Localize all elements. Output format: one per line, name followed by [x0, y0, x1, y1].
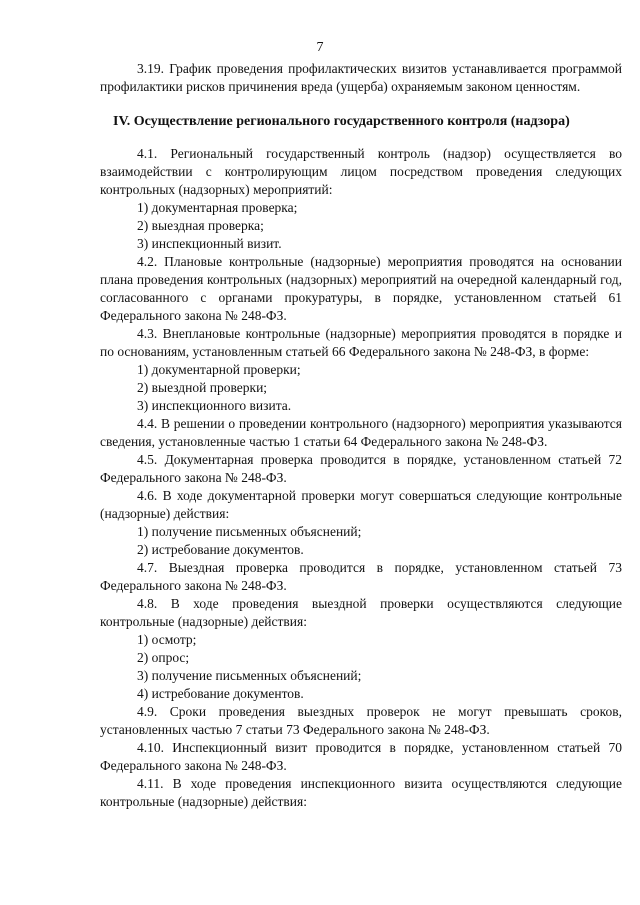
- section-heading: IV. Осуществление регионального государственного контроля (надзора): [113, 114, 570, 129]
- paragraph: 4.8. В ходе проведения выездной проверки осуществляются следующие контрольные (надзорные) действия:: [100, 596, 622, 629]
- paragraph: 4.6. В ходе документарной проверки могут совершаться следующие контрольные (надзорные) действия:: [100, 488, 622, 521]
- document-body: [100, 60, 622, 811]
- paragraph: 4.3. Внеплановые контрольные (надзорные) мероприятия проводятся в порядке и по основаниям, установленным статьей 66 Федерального закона № 248-ФЗ, в форме:: [100, 326, 622, 359]
- list-item: 1) осмотр;: [137, 632, 197, 647]
- paragraph: 4.9. Сроки проведения выездных проверок не могут превышать сроков, установленных частью 7 статьи 73 Федерального закона № 248-ФЗ.: [100, 704, 622, 737]
- list-item: 2) выездной проверки;: [137, 380, 268, 395]
- list-item: 3) инспекционного визита.: [137, 398, 292, 413]
- list-item: 3) получение письменных объяснений;: [137, 668, 362, 683]
- paragraph: 4.4. В решении о проведении контрольного (надзорного) мероприятия указываются сведения, установленные частью 1 статьи 64 Федерального закона № 248-ФЗ.: [100, 416, 622, 449]
- paragraph: 4.7. Выездная проверка проводится в порядке, установленном статьей 73 Федерального закона № 248-ФЗ.: [100, 560, 622, 593]
- list-item: 4) истребование документов.: [137, 686, 304, 701]
- list-item: 2) истребование документов.: [137, 542, 304, 557]
- list-item: 3) инспекционный визит.: [137, 236, 282, 251]
- paragraph: 4.10. Инспекционный визит проводится в порядке, установленном статьей 70 Федерального закона № 248-ФЗ.: [100, 740, 622, 773]
- page-number: 7: [316, 40, 324, 55]
- paragraph: 4.2. Плановые контрольные (надзорные) мероприятия проводятся на основании плана проведения контрольных (надзорных) мероприятий на очередной календарный год, согласованного с органами прокуратуры, в порядке, установленном статьей 61 Федерального закона № 248-ФЗ.: [100, 254, 622, 323]
- list-item: 1) получение письменных объяснений;: [137, 524, 362, 539]
- list-item: 1) документарная проверка;: [137, 200, 298, 215]
- section-iv-content: [100, 145, 622, 811]
- list-item: 2) опрос;: [137, 650, 190, 665]
- list-item: 1) документарной проверки;: [137, 362, 301, 377]
- paragraph-3-19: 3.19. График проведения профилактических визитов устанавливается программой профилактики рисков причинения вреда (ущерба) охраняемым законом ценностям.: [100, 61, 622, 94]
- list-item: 2) выездная проверка;: [137, 218, 264, 233]
- paragraph: 4.1. Региональный государственный контроль (надзор) осуществляется во взаимодействии с контролирующим лицом посредством проведения следующих контрольных (надзорных) мероприятий:: [100, 146, 622, 197]
- paragraph: 4.5. Документарная проверка проводится в порядке, установленном статьей 72 Федерального закона № 248-ФЗ.: [100, 452, 622, 485]
- paragraph: 4.11. В ходе проведения инспекционного визита осуществляются следующие контрольные (надзорные) действия:: [100, 776, 622, 809]
